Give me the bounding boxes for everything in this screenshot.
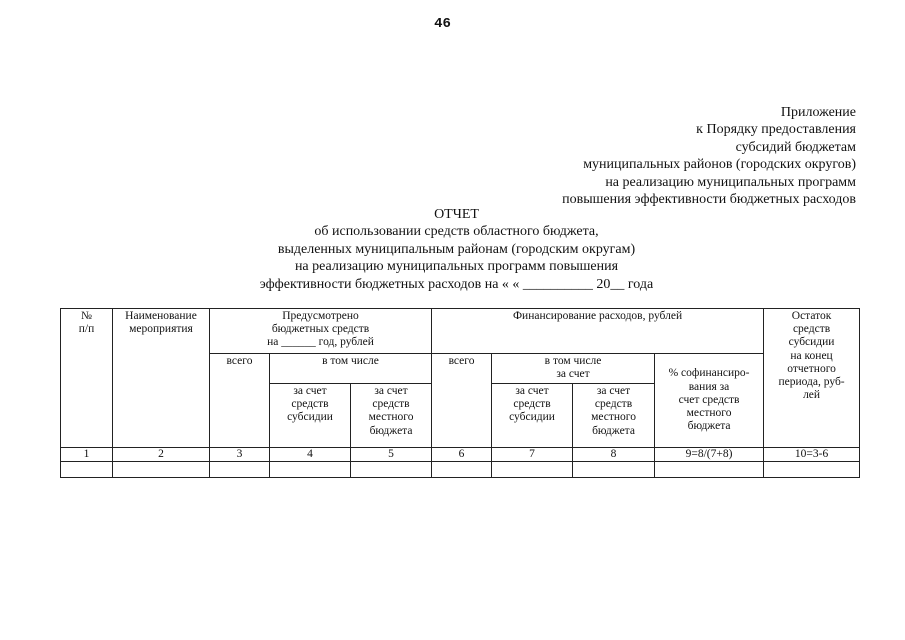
column-number: 3 bbox=[210, 448, 270, 462]
table-cell bbox=[492, 462, 573, 478]
header-planned-funds: Предусмотрено бюджетных средств на ______ год, рублей bbox=[210, 309, 432, 354]
report-table bbox=[60, 308, 860, 478]
appendix-note bbox=[562, 104, 856, 208]
appendix-line: муниципальных районов (городских округов) bbox=[583, 157, 856, 173]
table-cell bbox=[113, 462, 210, 478]
column-number: 7 bbox=[492, 448, 573, 462]
report-heading bbox=[0, 206, 905, 293]
appendix-line: субсидий бюджетам bbox=[735, 139, 856, 155]
appendix-line: Приложение bbox=[780, 105, 856, 120]
header-planned-including: в том числе bbox=[270, 354, 432, 384]
column-number: 5 bbox=[351, 448, 432, 462]
header-row-number: № п/п bbox=[61, 309, 113, 448]
column-number: 4 bbox=[270, 448, 351, 462]
column-number: 6 bbox=[432, 448, 492, 462]
header-financing-local-budget: за счет средств местного бюджета bbox=[573, 384, 655, 448]
table-row bbox=[61, 462, 860, 478]
column-number: 1 bbox=[61, 448, 113, 462]
header-financing-total: всего bbox=[432, 354, 492, 448]
column-number: 8 bbox=[573, 448, 655, 462]
header-balance: Остаток средств субсидии на конец отчетного периода, руб- лей bbox=[764, 309, 860, 448]
table-cell bbox=[655, 462, 764, 478]
header-activity-name: Наименование мероприятия bbox=[113, 309, 210, 448]
table-cell bbox=[210, 462, 270, 478]
column-number: 10=3-6 bbox=[764, 448, 860, 462]
header-financing-including: в том числе за счет bbox=[492, 354, 655, 384]
table-cell bbox=[432, 462, 492, 478]
header-planned-total: всего bbox=[210, 354, 270, 448]
column-number-row bbox=[61, 448, 860, 462]
appendix-line: к Порядку предоставления bbox=[696, 122, 856, 138]
header-planned-local-budget: за счет средств местного бюджета bbox=[351, 384, 432, 448]
appendix-line: на реализацию муниципальных программ bbox=[605, 174, 856, 190]
header-planned-subsidy: за счет средств субсидии bbox=[270, 384, 351, 448]
report-subtitle-line: об использовании средств областного бюджета, bbox=[314, 224, 599, 240]
report-subtitle-line: выделенных муниципальным районам (городским округам) bbox=[277, 241, 636, 257]
column-number: 9=8/(7+8) bbox=[655, 448, 764, 462]
header-financing: Финансирование расходов, рублей bbox=[432, 309, 764, 354]
report-title: ОТЧЕТ bbox=[434, 207, 479, 222]
table-cell bbox=[573, 462, 655, 478]
appendix-line: повышения эффективности бюджетных расходов bbox=[562, 192, 856, 208]
header-financing-subsidy: за счет средств субсидии bbox=[492, 384, 573, 448]
column-number: 2 bbox=[113, 448, 210, 462]
table-cell bbox=[764, 462, 860, 478]
header-cofinancing-percent: % софинансиро- вания за счет средств местного бюджета bbox=[655, 354, 764, 448]
table-cell bbox=[351, 462, 432, 478]
page-number: 46 bbox=[434, 16, 451, 32]
table-cell bbox=[61, 462, 113, 478]
report-subtitle-line: на реализацию муниципальных программ повышения bbox=[294, 259, 619, 275]
table-cell bbox=[270, 462, 351, 478]
report-subtitle-line: эффективности бюджетных расходов на « « __________ 20__ года bbox=[259, 276, 654, 292]
